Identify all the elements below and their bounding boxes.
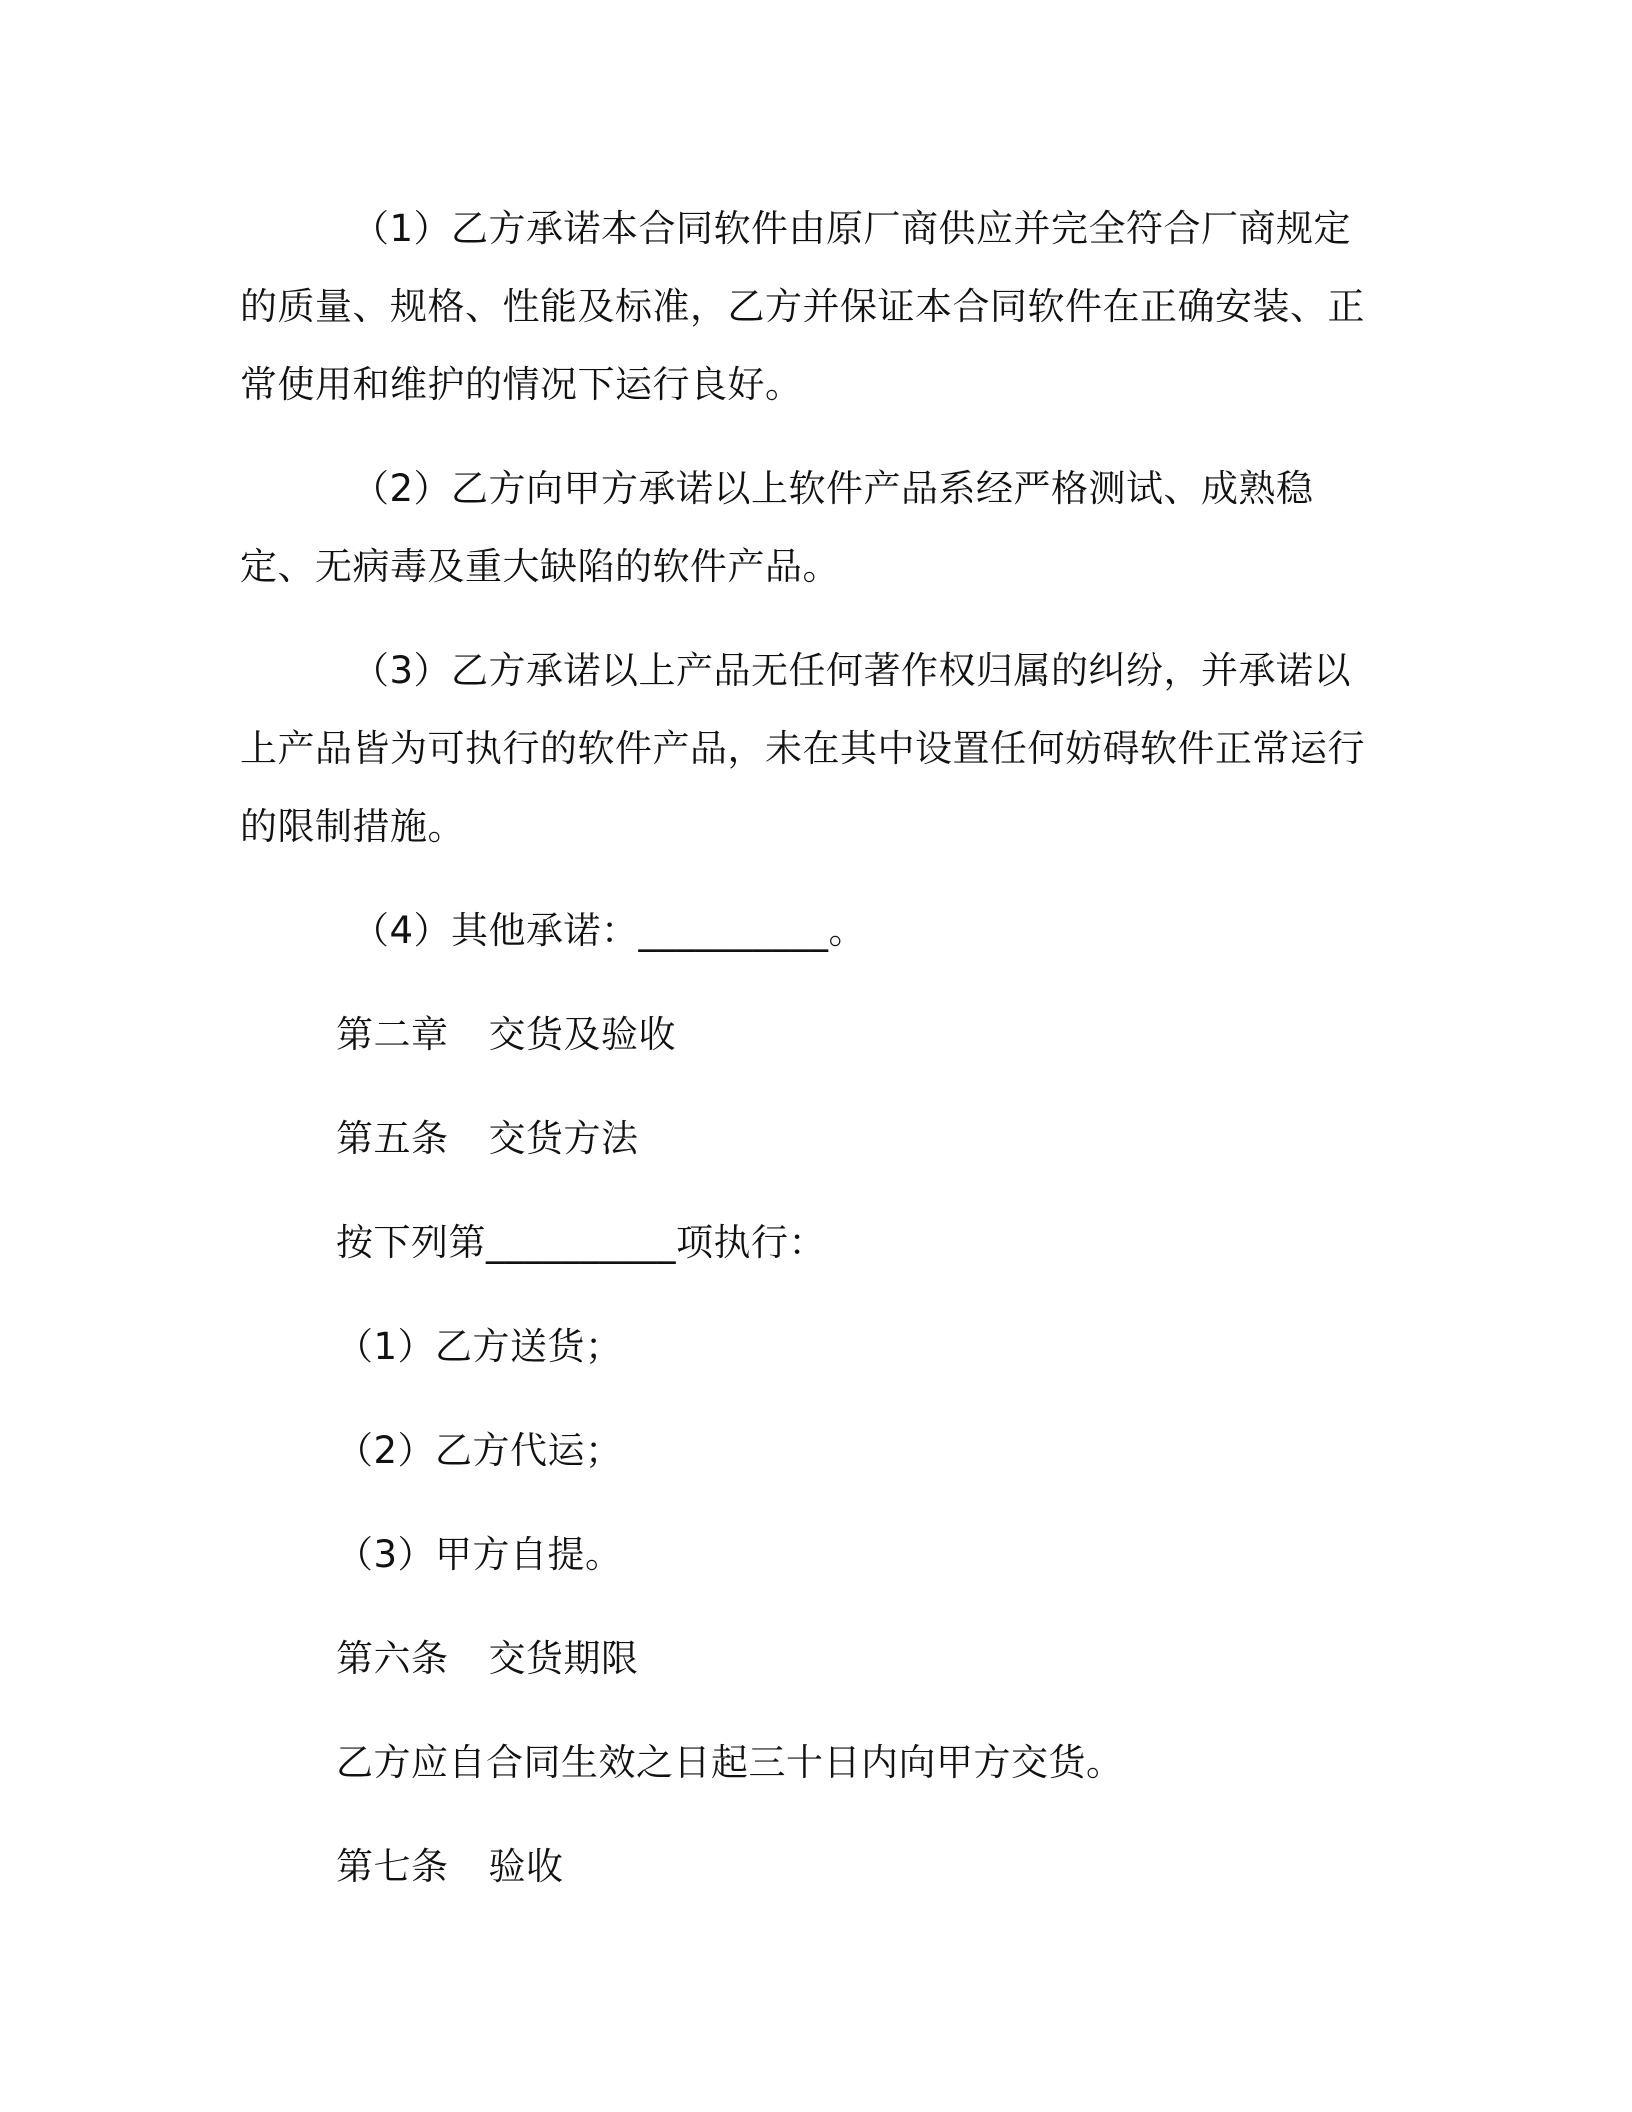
article-5-number: 第五条 [336,1117,449,1160]
clause-4: （4）其他承诺：__________。 [352,909,867,952]
delivery-option-3: （3）甲方自提。 [336,1533,623,1576]
chapter-2-number: 第二章 [336,1013,449,1056]
article-6-heading [240,1620,1370,1698]
article-7-number: 第七条 [336,1845,449,1888]
chapter-2-title: 交货及验收 [488,1013,676,1056]
clause-2: （2）乙方向甲方承诺以上软件产品系经严格测试、成熟稳定、无病毒及重大缺陷的软件产品。 [240,467,1314,588]
delivery-option-1: （1）乙方送货； [336,1325,623,1368]
article-6-number: 第六条 [336,1637,449,1680]
clause-3: （3）乙方承诺以上产品无任何著作权归属的纠纷，并承诺以上产品皆为可执行的软件产品，未在其中设置任何妨碍软件正常运行的限制措施。 [240,649,1365,848]
article-7-heading [240,1828,1370,1906]
article-5-heading [240,1100,1370,1178]
document-body [240,190,1370,1932]
article-6-title: 交货期限 [488,1637,639,1680]
article-7-title: 验收 [488,1845,564,1888]
article-5-intro: 按下列第__________项执行： [336,1221,826,1264]
delivery-option-2: （2）乙方代运； [336,1429,623,1472]
article-5-title: 交货方法 [488,1117,639,1160]
article-6-text: 乙方应自合同生效之日起三十日内向甲方交货。 [336,1741,1124,1784]
clause-1: （1）乙方承诺本合同软件由原厂商供应并完全符合厂商规定的质量、规格、性能及标准，乙方并保证本合同软件在正确安装、正常使用和维护的情况下运行良好。 [240,207,1365,406]
chapter-2-heading [240,996,1370,1074]
